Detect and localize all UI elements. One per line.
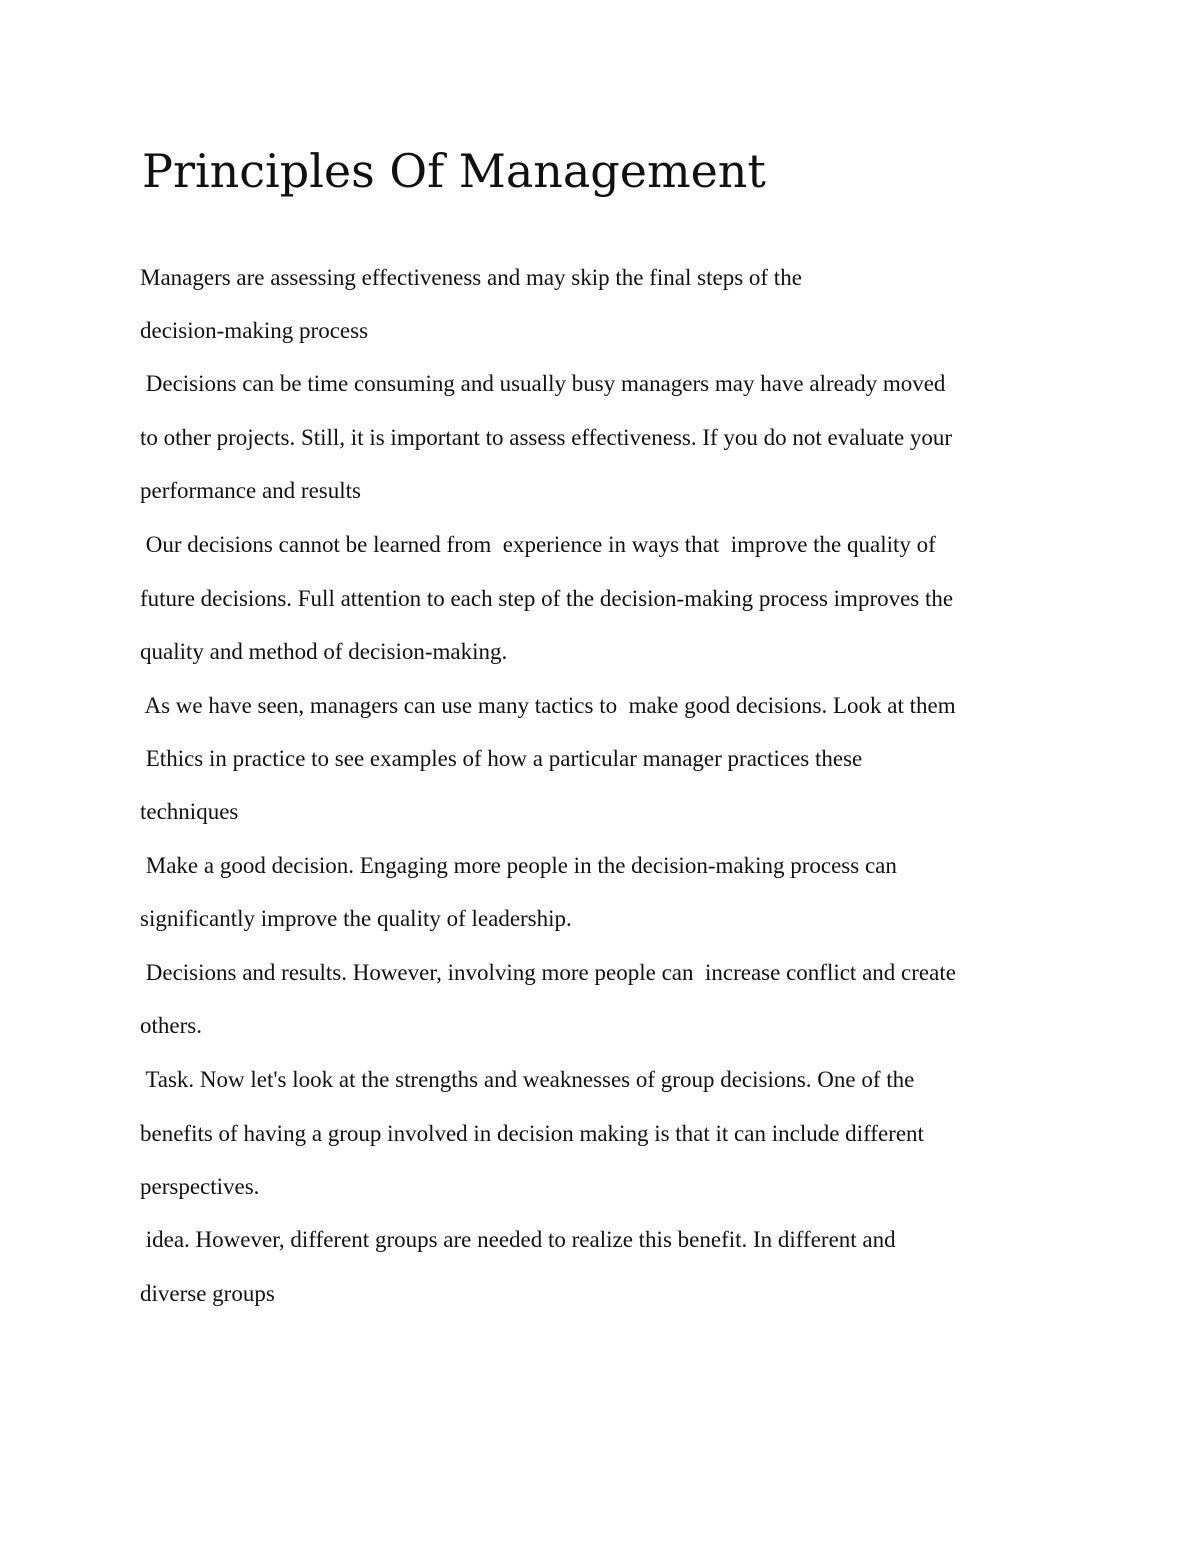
- text-line: future decisions. Full attention to each step of the decision-making process improves the: [140, 586, 954, 611]
- text-line: diverse groups: [140, 1281, 275, 1306]
- text-line: others.: [140, 1013, 202, 1038]
- text-line: benefits of having a group involved in decision making is that it can include different: [140, 1121, 924, 1146]
- text-line: idea. However, different groups are needed to realize this benefit. In different and: [140, 1227, 896, 1252]
- text-line: significantly improve the quality of leadership.: [140, 906, 572, 931]
- text-line: As we have seen, managers can use many tactics to make good decisions. Look at them: [140, 693, 956, 718]
- text-line: perspectives.: [140, 1174, 260, 1199]
- text-line: quality and method of decision-making.: [140, 639, 508, 664]
- text-line: Make a good decision. Engaging more people in the decision-making process can: [140, 853, 897, 878]
- text-line: Decisions can be time consuming and usually busy managers may have already moved: [140, 371, 946, 396]
- text-line: Managers are assessing effectiveness and may skip the final steps of the: [140, 265, 802, 290]
- document-title: Principles Of Management: [142, 144, 766, 198]
- text-line: Task. Now let's look at the strengths and weaknesses of group decisions. One of the: [140, 1067, 915, 1092]
- text-line: Our decisions cannot be learned from experience in ways that improve the quality of: [140, 532, 936, 557]
- text-line: performance and results: [140, 478, 361, 503]
- text-line: Ethics in practice to see examples of how a particular manager practices these: [140, 746, 863, 771]
- text-line: to other projects. Still, it is important to assess effectiveness. If you do not evaluate your: [140, 425, 953, 450]
- text-line: techniques: [140, 799, 239, 824]
- text-line: Decisions and results. However, involving more people can increase conflict and create: [140, 960, 956, 985]
- text-line: decision-making process: [140, 318, 369, 343]
